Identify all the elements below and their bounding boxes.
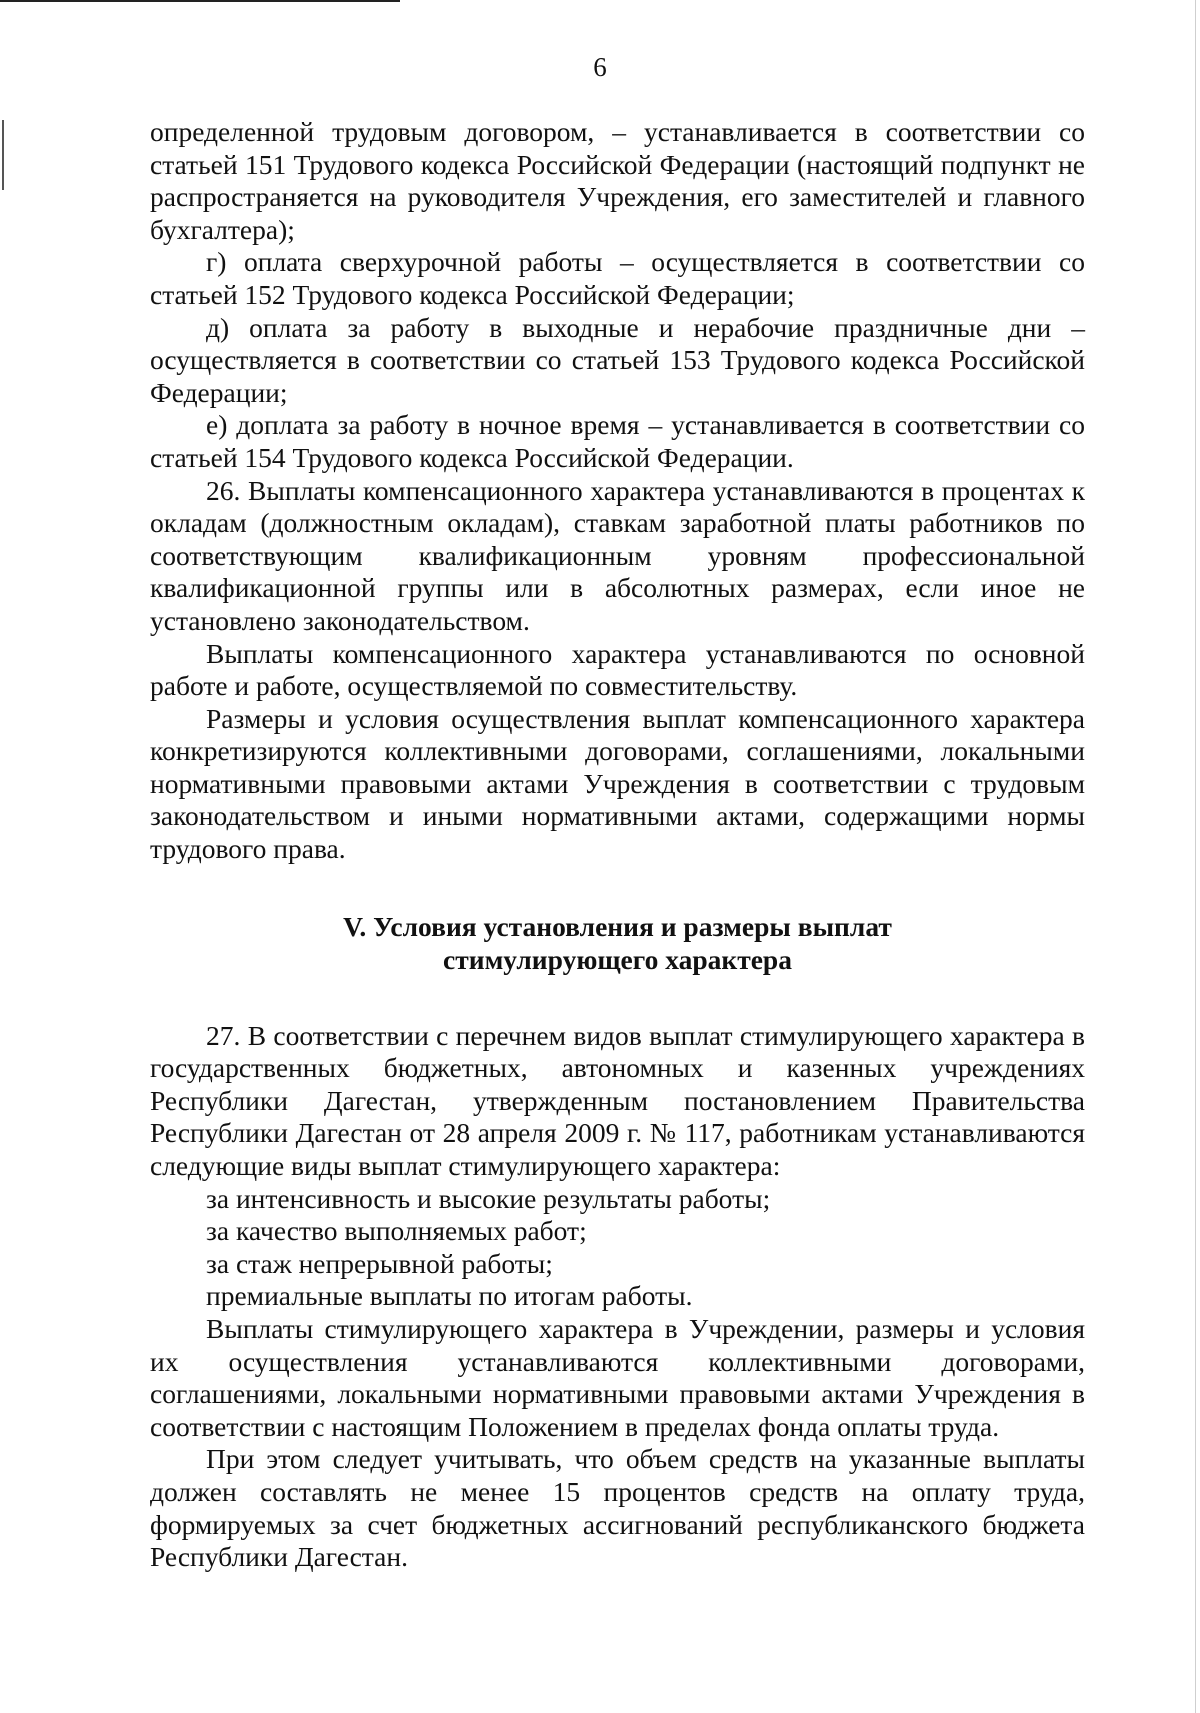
scan-artifact-right (1195, 0, 1196, 1713)
section-heading (150, 910, 1085, 976)
page-number: 6 (593, 52, 607, 82)
scan-artifact-top (0, 0, 400, 2)
paragraph-item-d: д) оплата за работу в выходные и нерабочие праздничные дни – осуществляется в соответствии со статьей 153 Трудового кодекса Российской Федерации; (150, 311, 1085, 408)
paragraph-continuation: определенной трудовым договором, – устанавливается в соответствии со статьей 151 Трудового кодекса Российской Федерации (настоящий подпункт не распространяется на руководителя Учреждения, его заместителей и главного бухгалтера); (150, 116, 1085, 245)
list-item: за качество выполняемых работ; (206, 1215, 587, 1247)
paragraph: Размеры и условия осуществления выплат компенсационного характера конкретизируются коллективными договорами, соглашениями, локальными нормативными правовыми актами Учреждения в соответствии с трудовым законодательством и иными нормативными актами, содержащими нормы трудового права. (150, 702, 1085, 865)
list-item: за интенсивность и высокие результаты работы; (206, 1182, 771, 1214)
scan-artifact-left (2, 120, 4, 190)
paragraph-item-e: е) доплата за работу в ночное время – устанавливается в соответствии со статьей 154 Трудового кодекса Российской Федерации. (150, 409, 1085, 473)
paragraph: Выплаты компенсационного характера устанавливаются по основной работе и работе, осуществляемой по совместительству. (150, 637, 1085, 702)
paragraph-27: 27. В соответствии с перечнем видов выплат стимулирующего характера в государственных бюджетных, автономных и казенных учреждениях Республики Дагестан, утвержденным постановлением Правительства Республики Дагестан от 28 апреля 2009 г. № 117, работникам устанавливаются следующие виды выплат стимулирующего характера: (150, 1019, 1085, 1182)
section-heading-line1: V. Условия установления и размеры выплат (343, 910, 892, 942)
document-body (150, 116, 1085, 1574)
paragraph-item-g: г) оплата сверхурочной работы – осуществляется в соответствии со статьей 152 Трудового кодекса Российской Федерации; (150, 246, 1085, 310)
section-heading-line2: стимулирующего характера (443, 943, 792, 975)
paragraph: Выплаты стимулирующего характера в Учреждении, размеры и условия их осуществления устанавливаются коллективными договорами, соглашениями, локальными нормативными правовыми актами Учреждения в соответствии с настоящим Положением в пределах фонда оплаты труда. (150, 1313, 1085, 1442)
paragraph-26: 26. Выплаты компенсационного характера устанавливаются в процентах к окладам (должностным окладам), ставкам заработной платы работников по соответствующим квалификационным уровням профессиональной квалификационной группы или в абсолютных размерах, если иное не установлено законодательством. (150, 474, 1085, 636)
list-item: премиальные выплаты по итогам работы. (206, 1280, 693, 1312)
paragraph: При этом следует учитывать, что объем средств на указанные выплаты должен составлять не менее 15 процентов средств на оплату труда, формируемых за счет бюджетных ассигнований республиканского бюджета Республики Дагестан. (150, 1443, 1085, 1573)
list-item: за стаж непрерывной работы; (206, 1247, 553, 1279)
